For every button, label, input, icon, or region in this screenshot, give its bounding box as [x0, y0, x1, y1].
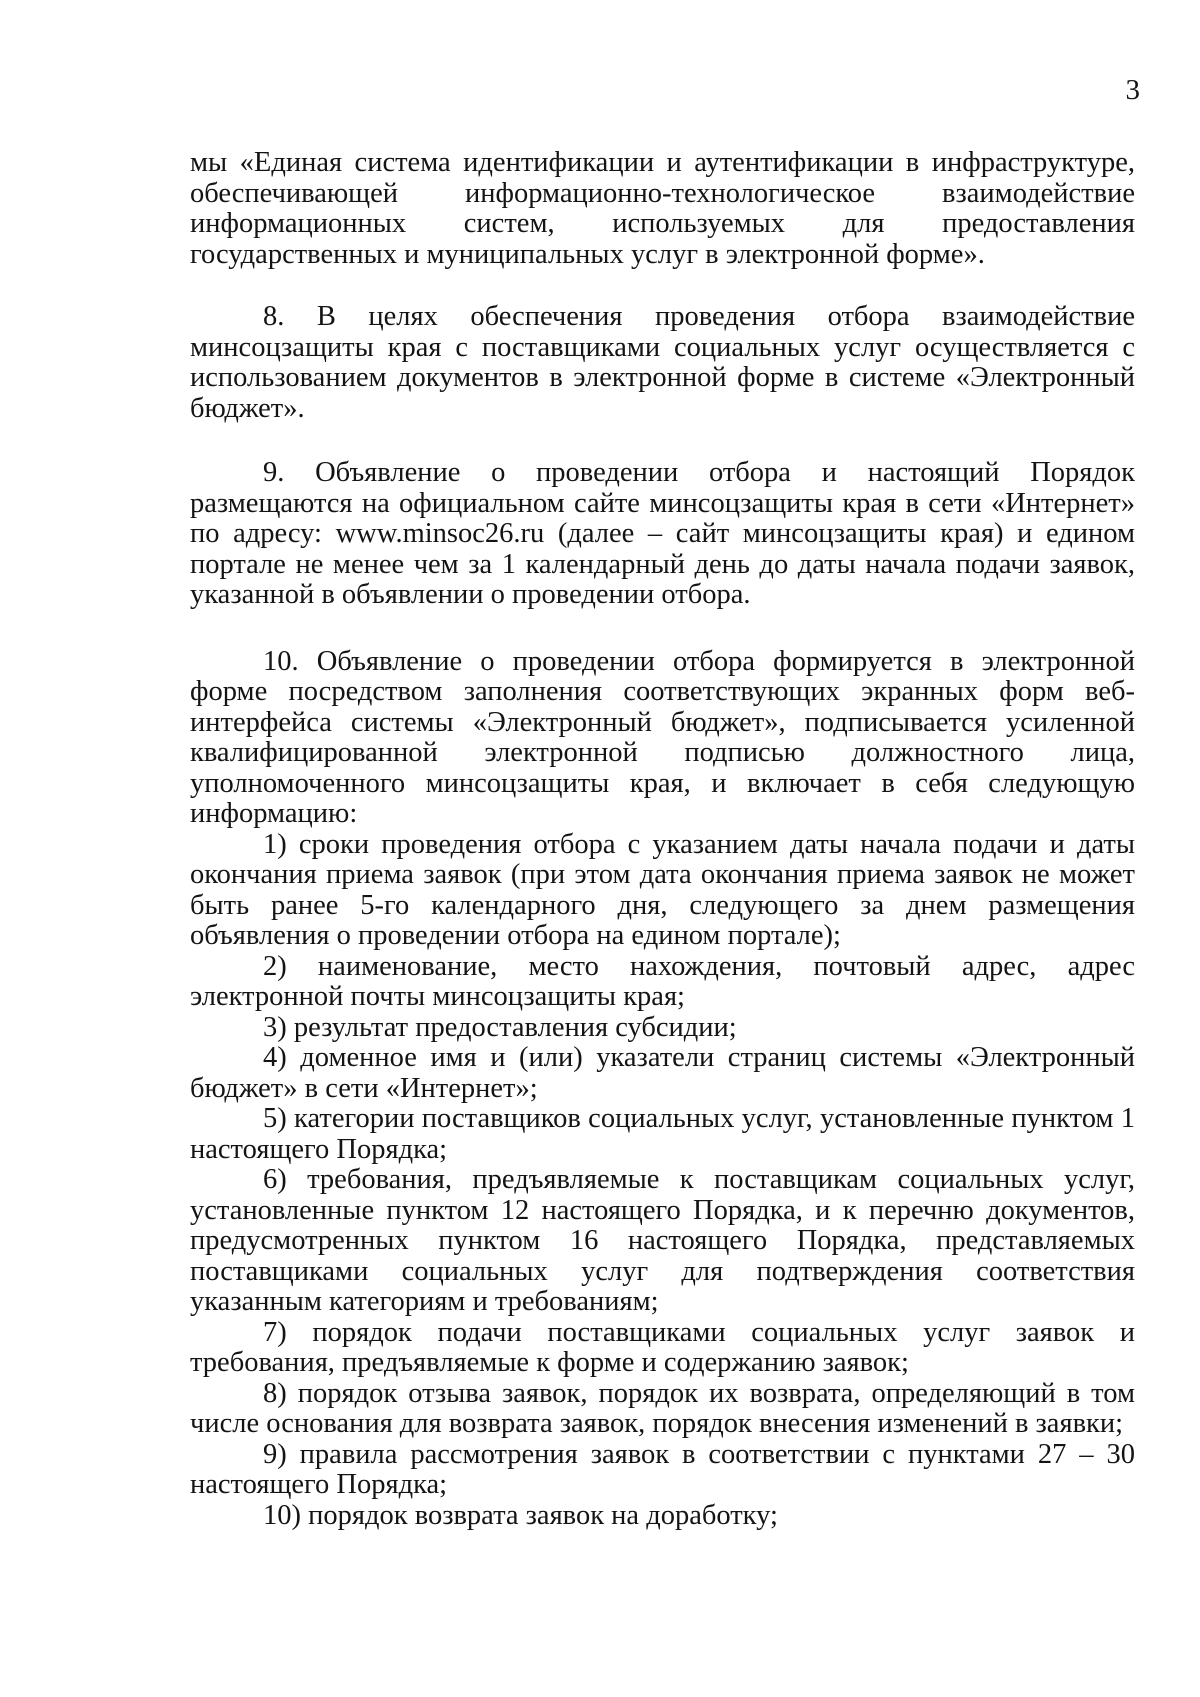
- paragraph-continuation: мы «Единая система идентификации и аутентификации в инфраструктуре, обеспечивающей информационно-технологическое взаимодействие информационных систем, используемых для предоставления государственных и муниципальных услуг в электронной форме».: [190, 147, 1135, 270]
- paragraph-8: 8. В целях обеспечения проведения отбора взаимодействие минсоцзащиты края с поставщиками социальных услуг осуществляется с использованием документов в электронной форме в системе «Электронный бюджет».: [190, 301, 1135, 424]
- list-item-8: 8) порядок отзыва заявок, порядок их возврата, определяющий в том числе основания для возврата заявок, порядок внесения изменений в заявки;: [190, 1377, 1135, 1439]
- list-item-2: 2) наименование, место нахождения, почтовый адрес, адрес электронной почты минсоцзащиты края;: [190, 950, 1135, 1012]
- list-item-10: 10) порядок возврата заявок на доработку;: [263, 1499, 778, 1531]
- paragraph-9: 9. Объявление о проведении отбора и настоящий Порядок размещаются на официальном сайте минсоцзащиты края в сети «Интернет» по адресу: www.minsoc26.ru (далее – сайт минсоцзащиты края) и едином портале не менее чем за 1 календарный день до даты начала подачи заявок, указанной в объявлении о проведении отбора.: [190, 457, 1135, 610]
- document-body: [190, 148, 1135, 1531]
- paragraph-10: 10. Объявление о проведении отбора формируется в электронной форме посредством заполнения соответствующих экранных форм веб-интерфейса системы «Электронный бюджет», подписывается усиленной квалифицированной электронной подписью должностного лица, уполномоченного минсоцзащиты края, и включает в себя следующую информацию:: [190, 645, 1135, 829]
- list-item-4: 4) доменное имя и (или) указатели страниц системы «Электронный бюджет» в сети «Интернет»;: [190, 1042, 1135, 1104]
- list-item-5: 5) категории поставщиков социальных услуг, установленные пунктом 1 настоящего Порядка;: [190, 1103, 1135, 1165]
- list-item-3: 3) результат предоставления субсидии;: [263, 1011, 737, 1043]
- list-item-1: 1) сроки проведения отбора с указанием даты начала подачи и даты окончания приема заявок (при этом дата окончания приема заявок не может быть ранее 5-го календарного дня, следующего за днем размещения объявления о проведении отбора на едином портале);: [190, 828, 1135, 951]
- list-item-7: 7) порядок подачи поставщиками социальных услуг заявок и требования, предъявляемые к форме и содержанию заявок;: [190, 1316, 1135, 1378]
- list-item-9: 9) правила рассмотрения заявок в соответствии с пунктами 27 – 30 настоящего Порядка;: [190, 1438, 1135, 1500]
- page-number: 3: [1125, 74, 1140, 106]
- list-item-6: 6) требования, предъявляемые к поставщикам социальных услуг, установленные пунктом 12 настоящего Порядка, и к перечню документов, предусмотренных пунктом 16 настоящего Порядка, представляемых поставщиками социальных услуг для подтверждения соответствия указанным категориям и требованиям;: [190, 1164, 1135, 1317]
